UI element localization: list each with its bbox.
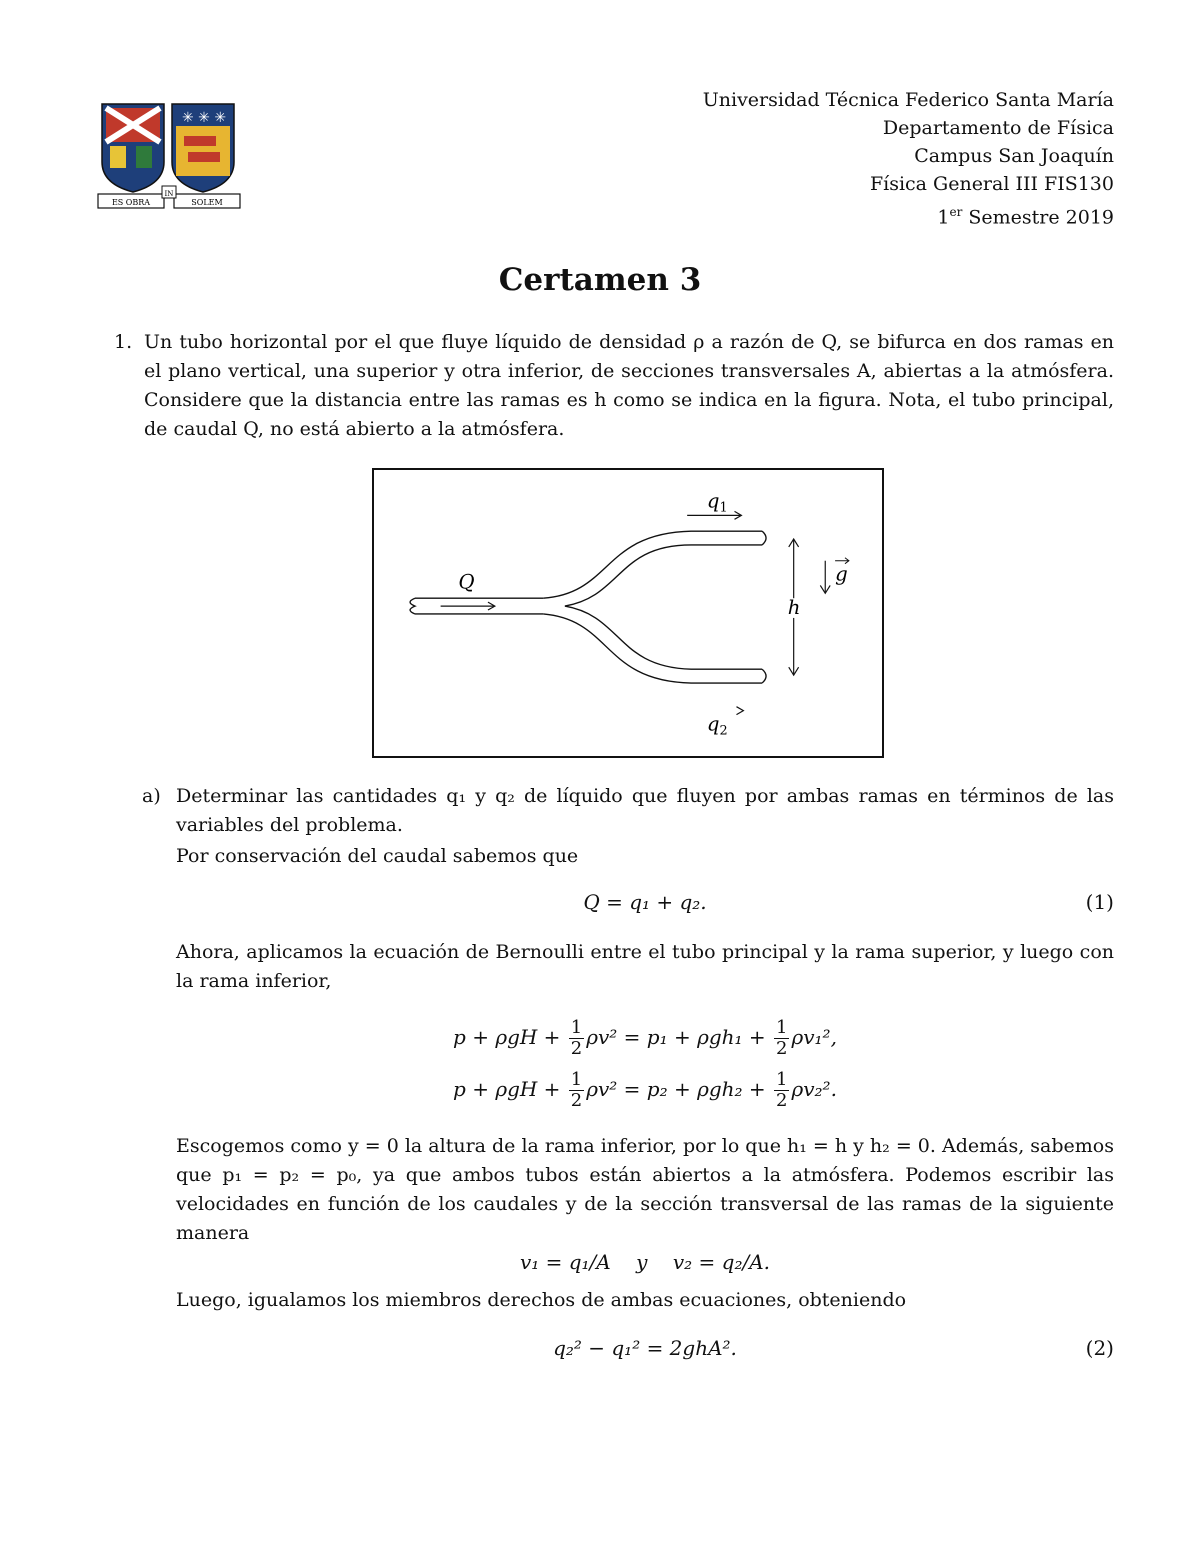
eqB-left: p + ρgH + xyxy=(453,1077,567,1101)
q2-arrowhead xyxy=(736,707,743,715)
campus-name: Campus San Joaquín xyxy=(914,145,1114,167)
eqB-right: ρv₂². xyxy=(791,1077,837,1101)
eqA-left: p + ρgH + xyxy=(453,1025,567,1049)
bifurcation-figure xyxy=(372,468,884,758)
paragraph-choice: Escogemos como y = 0 la altura de la rama inferior, por lo que h₁ = h y h₂ = 0. Además, sabemos que p₁ = p₂ = p₀, ya que ambos tubos están abiertos a la atmósfera. Podemos escribir las velocidades en función de los caudales y de la sección transversal de las ramas de la siguiente manera xyxy=(176,1135,1114,1244)
university-name: Universidad Técnica Federico Santa María xyxy=(702,89,1114,111)
equation-velocities-body: v₁ = q₁/A y v₂ = q₂/A. xyxy=(519,1250,771,1274)
eqA-right: ρv₁², xyxy=(791,1025,837,1049)
label-q1: q xyxy=(706,489,720,513)
semester xyxy=(703,198,1114,231)
paragraph-equate: Luego, igualamos los miembros derechos de ambas ecuaciones, obteniendo xyxy=(176,1289,907,1311)
problem-number: 1. xyxy=(114,331,133,353)
course-name: Física General III FIS130 xyxy=(869,173,1114,195)
semester-text: Semestre 2019 xyxy=(962,206,1114,229)
gravity-arrow xyxy=(820,561,830,594)
eqA-frac1: $\frac{1}{2}$ xyxy=(570,1017,583,1059)
semester-suffix: er xyxy=(949,205,963,219)
page-title: Certamen 3 xyxy=(498,262,702,298)
part-a-label: a) xyxy=(142,785,161,807)
logo-ribbon-left: ES OBRA xyxy=(111,198,151,207)
label-h: h xyxy=(787,595,801,619)
paragraph-conservation: Por conservación del caudal sabemos que xyxy=(176,845,579,867)
svg-text:q1 xyxy=(707,489,728,515)
problem-text: Un tubo horizontal por el que fluye líquido de densidad ρ a razón de Q, se bifurca en dos ramas en el plano vertical, una superior y otra inferior, de secciones transversales A, abiertas a la atmósfera. Considere que la distancia entre las ramas es h como se indica en la figura. Nota, el tubo principal, de caudal Q, no está abierto a la atmósfera. xyxy=(144,331,1114,440)
eqA-mid: ρv² = p₁ + ρgh₁ + xyxy=(586,1025,773,1049)
problem-statement xyxy=(114,328,1114,444)
equation-2-number: (2) xyxy=(1085,1336,1114,1360)
semester-number: 1 xyxy=(937,206,950,229)
logo-ribbon-right: SOLEM xyxy=(191,198,223,207)
q1-arrow xyxy=(687,511,741,519)
header-block xyxy=(703,86,1114,231)
equation-bernoulli-lower xyxy=(176,1070,1114,1114)
eqA-frac2: $\frac{1}{2}$ xyxy=(776,1017,788,1059)
equation-1-number: (1) xyxy=(1085,890,1114,914)
eqB-frac2: $\frac{1}{2}$ xyxy=(776,1069,788,1111)
label-q1-sub: 1 xyxy=(719,500,728,516)
equation-velocities xyxy=(176,1250,1114,1282)
equation-bernoulli-upper xyxy=(176,1018,1114,1062)
part-a-question: Determinar las cantidades q₁ y q₂ de líquido que fluyen por ambas ramas en términos de las variables del problema. xyxy=(176,785,1114,836)
inflow-arrow xyxy=(441,602,495,610)
label-q2: q xyxy=(706,712,720,736)
department-name: Departamento de Física xyxy=(882,117,1114,139)
svg-text:q2 xyxy=(707,712,728,738)
equation-2 xyxy=(176,1336,1114,1368)
eqB-frac1: $\frac{1}{2}$ xyxy=(570,1069,583,1111)
label-Q: Q xyxy=(458,570,475,594)
label-q2-sub: 2 xyxy=(719,723,728,739)
part-a xyxy=(142,782,1114,840)
svg-text:✳ ✳ ✳: ✳ ✳ ✳ xyxy=(182,110,227,126)
eqB-mid: ρv² = p₂ + ρgh₂ + xyxy=(586,1077,773,1101)
logo-ribbon-center: IN xyxy=(164,190,174,198)
equation-1-body: Q = q₁ + q₂. xyxy=(583,890,707,914)
equation-2-body: q₂² − q₁² = 2ghA². xyxy=(553,1336,737,1360)
equation-1 xyxy=(176,890,1114,922)
university-logo xyxy=(96,100,242,212)
label-g: g xyxy=(835,562,848,586)
paragraph-bernoulli: Ahora, aplicamos la ecuación de Bernoulli entre el tubo principal y la rama superior, y luego con la rama inferior, xyxy=(176,941,1114,992)
